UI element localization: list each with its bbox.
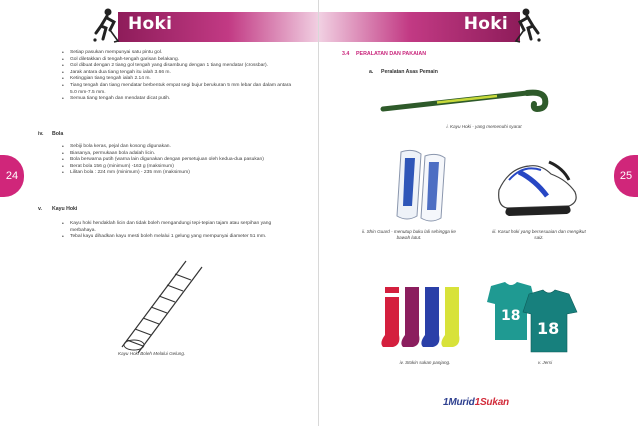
list-item: • Jarak antara dua tiang tengah itu ialah 3.66 m. bbox=[62, 70, 292, 77]
page-title: Hoki bbox=[128, 14, 173, 34]
stick-ring-gauge-illustration bbox=[108, 255, 218, 355]
image-caption: iii. Kasut hoki yang bersesuaian dan mengikut saiz. bbox=[492, 229, 586, 240]
page-number: 25 bbox=[614, 155, 638, 197]
image-caption: Kayu Hoki Boleh Melalui Gelung. bbox=[118, 351, 186, 356]
section-heading-kayu-hoki bbox=[38, 206, 77, 212]
image-caption: iv. Stokin sukan panjang. bbox=[399, 360, 451, 365]
list-item: • Sebiji bola keras, pejal dan kosong digunakan. bbox=[62, 144, 280, 151]
shin-guard-image bbox=[379, 146, 459, 226]
stick-rules-list bbox=[62, 221, 287, 241]
list-item: • Bola berwarna putih (warna lain digunakan dengan persetujuan oleh kedua-dua pasukan) bbox=[62, 157, 280, 164]
list-item: • Berat bola 156 g (minimum) -163 g (maksimum) bbox=[62, 164, 280, 171]
subsection-heading bbox=[369, 69, 438, 75]
hockey-player-icon bbox=[512, 6, 546, 44]
brand-logo-part: 1Murid bbox=[443, 397, 475, 408]
brand-logo bbox=[443, 397, 509, 408]
list-item: • Ketinggian tiang tengah ialah 2.14 m. bbox=[62, 76, 292, 83]
list-item: • Tiang tengah dan tiang mendatar berbentuk empat segi bujur berukuran 5 mm lebar dan dalam antara 5.0 mm-7.5 mm. bbox=[62, 83, 292, 96]
goal-rules-list bbox=[62, 50, 292, 103]
jersey-image bbox=[485, 280, 585, 356]
section-numeral: iv. bbox=[38, 131, 44, 137]
section-numeral: v. bbox=[38, 206, 42, 212]
image-caption: i. Kayu Hoki - yang memenuhi syarat bbox=[446, 124, 522, 129]
jersey-number: 18 bbox=[537, 319, 560, 338]
right-page bbox=[319, 0, 638, 426]
brand-logo-part: 1Sukan bbox=[474, 397, 509, 408]
hockey-stick-image bbox=[377, 83, 557, 117]
section-heading-bola bbox=[38, 131, 63, 137]
subsection-title: Peralatan Asas Pemain bbox=[381, 69, 438, 75]
section-title: Kayu Hoki bbox=[52, 206, 78, 212]
image-caption: v. Jersi bbox=[537, 360, 553, 365]
list-item: • Gol diletakkan di tengah-tengah garisan belakang. bbox=[62, 57, 292, 64]
list-item: • Kayu hoki hendaklah licin dan tidak boleh mengandungi tepi-tepian tajam atau serpihan yang merbahaya. bbox=[62, 221, 287, 234]
section-title: PERALATAN DAN PAKAIAN bbox=[356, 51, 427, 57]
long-socks-image bbox=[379, 285, 469, 353]
jersey-number: 18 bbox=[501, 308, 521, 324]
list-item: • Tebal kayu dihadkan kayu mesti boleh melalui 1 gelung yang mempunyai diameter 51 mm. bbox=[62, 234, 287, 241]
section-title: Bola bbox=[52, 131, 64, 137]
section-heading bbox=[342, 51, 426, 57]
list-item: • Semua tiang tengah dan mendatar dicat putih. bbox=[62, 96, 292, 103]
list-item: • Setiap pasukan mempunyai satu pintu gol. bbox=[62, 50, 292, 57]
ball-rules-list bbox=[62, 144, 280, 177]
page-number: 24 bbox=[0, 155, 24, 197]
subsection-letter: a. bbox=[369, 69, 374, 75]
list-item: • Gol dibuat dengan 2 tiang gol tengah yang disambung dengan 1 tiang mendatar (crossbar). bbox=[62, 63, 292, 70]
list-item: • Biasanya, permukaan bola adalah licin. bbox=[62, 151, 280, 158]
section-number: 3.4 bbox=[342, 51, 350, 57]
hockey-shoes-image bbox=[489, 150, 589, 222]
image-caption: ii. Shin Guard - menutup buku lali sehingga ke bawah lutut. bbox=[362, 229, 456, 240]
list-item: • Lilitan bola : 224 mm (minimum) - 235 mm (maksimum) bbox=[62, 170, 280, 177]
hockey-player-icon bbox=[88, 6, 122, 44]
page-title: Hoki bbox=[463, 14, 508, 34]
